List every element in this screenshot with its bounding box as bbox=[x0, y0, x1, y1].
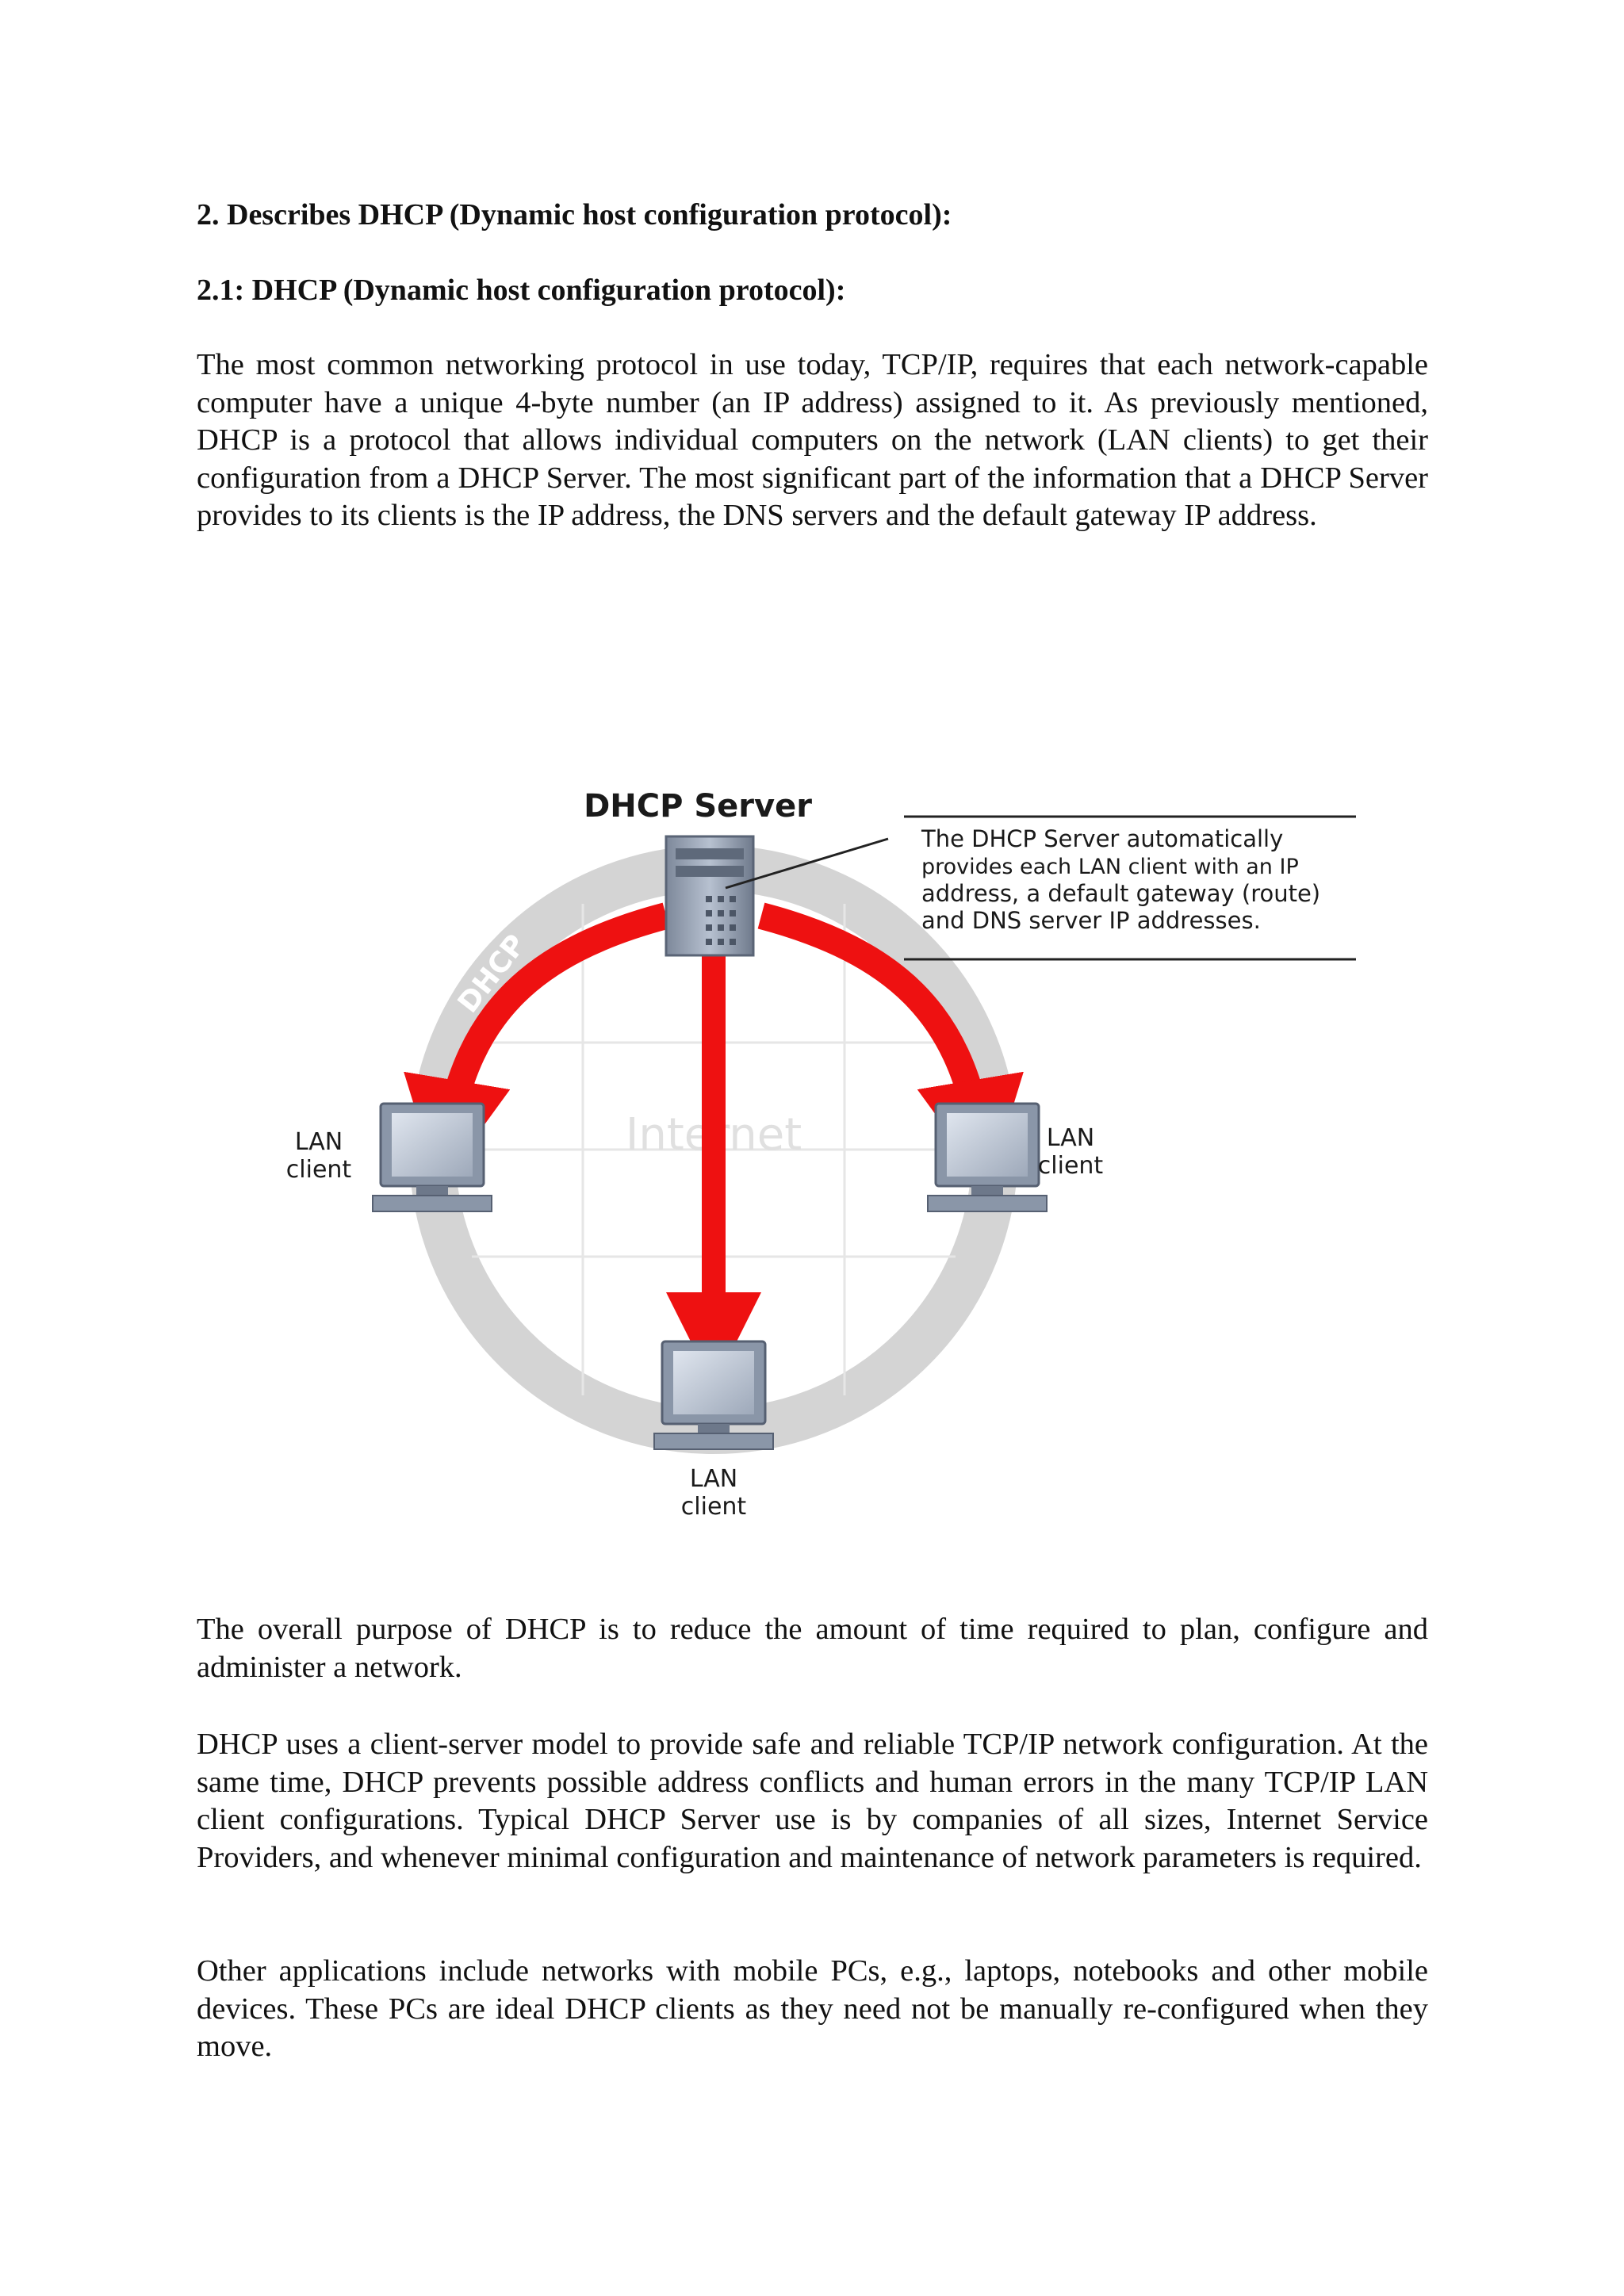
callout-line-3: address, a default gateway (route) bbox=[921, 880, 1321, 907]
dhcp-server-icon bbox=[666, 836, 753, 955]
callout-line-4: and DNS server IP addresses. bbox=[921, 907, 1261, 934]
arrow-left bbox=[448, 916, 666, 1134]
arrow-right bbox=[761, 916, 979, 1134]
callout-line-1: The DHCP Server automatically bbox=[921, 825, 1284, 852]
lan-client-right-icon bbox=[928, 1104, 1047, 1211]
client-right-label-2: client bbox=[1037, 1152, 1104, 1180]
model-paragraph: DHCP uses a client-server model to provide safe and reliable TCP/IP network configuration. At the same time, DHCP prevents possible address conflicts and human errors in the many TCP/IP LAN client configurations. Typical DHCP Server use is by companies of all sizes, Internet Service Providers, and whenever minimal configuration and maintenance of network parameters is required. bbox=[197, 1728, 1428, 1874]
client-bottom-label-1: LAN bbox=[689, 1465, 738, 1493]
subsection-heading: 2.1: DHCP (Dynamic host configuration protocol): bbox=[197, 274, 846, 307]
client-right-label-1: LAN bbox=[1046, 1124, 1095, 1152]
callout-line-2: provides each LAN client with an IP bbox=[921, 855, 1299, 879]
dhcp-diagram bbox=[270, 777, 1380, 1538]
purpose-paragraph: The overall purpose of DHCP is to reduce the amount of time required to plan, configure and administer a network. bbox=[197, 1613, 1428, 1684]
client-left-label-1: LAN bbox=[294, 1128, 343, 1156]
intro-paragraph: The most common networking protocol in use today, TCP/IP, requires that each network-capable computer have a unique 4-byte number (an IP address) assigned to it. As previously mentioned, DHCP is a protocol that allows individual computers on the network (LAN clients) to get their configuration from a DHCP Server. The most significant part of the information that a DHCP Server provides to its clients is the IP address, the DNS servers and the default gateway IP address. bbox=[197, 348, 1428, 532]
internet-label: Internet bbox=[625, 1109, 802, 1161]
dhcp-diagram-svg bbox=[270, 777, 1380, 1538]
client-left-label-2: client bbox=[285, 1156, 352, 1184]
client-bottom-label-2: client bbox=[680, 1493, 747, 1521]
lan-client-bottom-icon bbox=[654, 1341, 773, 1449]
lan-client-left-icon bbox=[373, 1104, 492, 1211]
server-title: DHCP Server bbox=[584, 788, 812, 825]
ring-label: DHCP bbox=[451, 928, 533, 1020]
section-heading: 2. Describes DHCP (Dynamic host configuration protocol): bbox=[197, 198, 952, 232]
mobile-paragraph: Other applications include networks with mobile PCs, e.g., laptops, notebooks and other mobile devices. These PCs are ideal DHCP clients as they need not be manually re-configured when they move. bbox=[197, 1954, 1428, 2063]
